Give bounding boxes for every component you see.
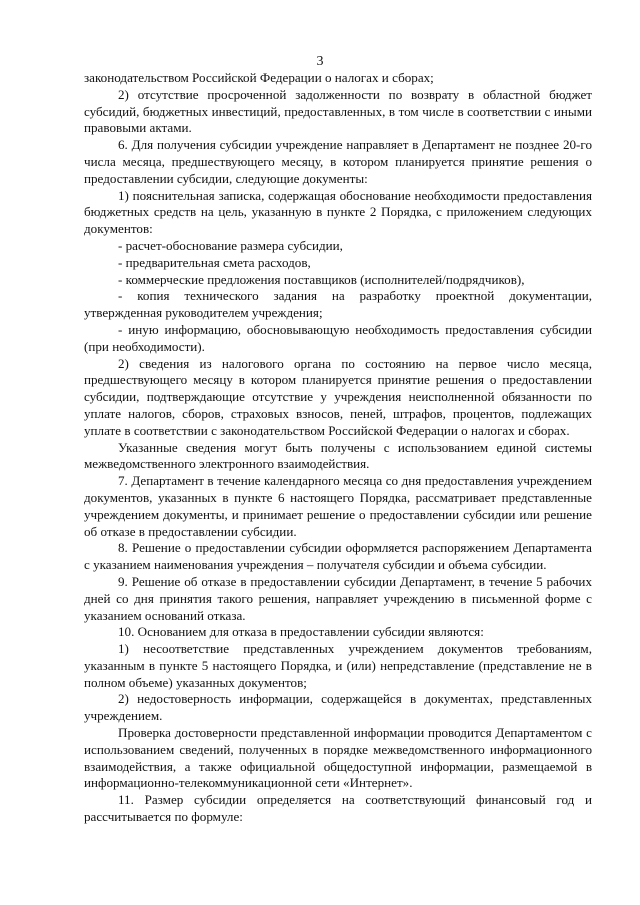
page-number: 3 (316, 54, 324, 69)
paragraph: 6. Для получения субсидии учреждение направляет в Департамент не позднее 20-го числа месяца, предшествующего месяцу, в котором планируется принятие решения о предоставлении субсидии, следующие документы: (84, 137, 592, 186)
paragraph: 2) сведения из налогового органа по состоянию на первое число месяца, предшествующего месяцу в котором планируется принятие решения о предоставлении субсидии, подтверждающие отсутствие у учреждения неисполненной обязанности по уплате налогов, сборов, страховых взносов, пеней, штрафов, процентов, подлежащих уплате в соответствии с законодательством Российской Федерации о налогах и сборах. (84, 355, 592, 438)
paragraph: Проверка достоверности представленной информации проводится Департаментом с использованием сведений, полученных в порядке межведомственного информационного взаимодействия, а также официальной общедоступной информации, размещаемой в информационно-телекоммуникационной сети «Интернет». (84, 725, 592, 791)
document-body (84, 70, 592, 826)
paragraph: законодательством Российской Федерации о налогах и сборах; (84, 70, 434, 85)
paragraph: - иную информацию, обосновывающую необходимость предоставления субсидии (при необходимости). (84, 321, 592, 354)
paragraph: - копия технического задания на разработку проектной документации, утвержденная руководителем учреждения; (84, 288, 592, 321)
paragraph: 2) отсутствие просроченной задолженности по возврату в областной бюджет субсидий, бюджетных инвестиций, предоставленных, в том числе в соответствии с иными правовыми актами. (84, 86, 592, 136)
paragraph: 11. Размер субсидии определяется на соответствующий финансовый год и рассчитывается по формуле: (84, 792, 592, 825)
paragraph: 10. Основанием для отказа в предоставлении субсидии являются: (118, 624, 484, 640)
paragraph: 1) пояснительная записка, содержащая обоснование необходимости предоставления бюджетных средств на цель, указанную в пункте 2 Порядка, с приложением следующих документов: (84, 187, 592, 237)
paragraph: - предварительная смета расходов, (118, 254, 311, 270)
paragraph: 2) недостоверность информации, содержащейся в документах, представленных учреждением. (84, 691, 592, 724)
paragraph: Указанные сведения могут быть получены с использованием единой системы межведомственного электронного взаимодействия. (84, 439, 592, 472)
paragraph: 7. Департамент в течение календарного месяца со дня предоставления учреждением документов, указанных в пункте 6 настоящего Порядка, рассматривает представленные учреждением документы, и принимает решение о предоставлении субсидии или решение об отказе в предоставлении субсидии. (84, 473, 592, 539)
paragraph: - коммерческие предложения поставщиков (исполнителей/подрядчиков), (118, 271, 525, 287)
paragraph: 9. Решение об отказе в предоставлении субсидии Департамент, в течение 5 рабочих дней со дня принятия такого решения, направляет учреждению в письменной форме с указанием оснований отказа. (84, 573, 592, 623)
paragraph: 8. Решение о предоставлении субсидии оформляется распоряжением Департамента с указанием наименования учреждения – получателя субсидии и объема субсидии. (84, 540, 592, 573)
paragraph: - расчет-обоснование размера субсидии, (118, 237, 343, 253)
paragraph: 1) несоответствие представленных учреждением документов требованиям, указанным в пункте 5 настоящего Порядка, и (или) непредставление (представление не в полном объеме) указанных документов; (84, 641, 592, 690)
